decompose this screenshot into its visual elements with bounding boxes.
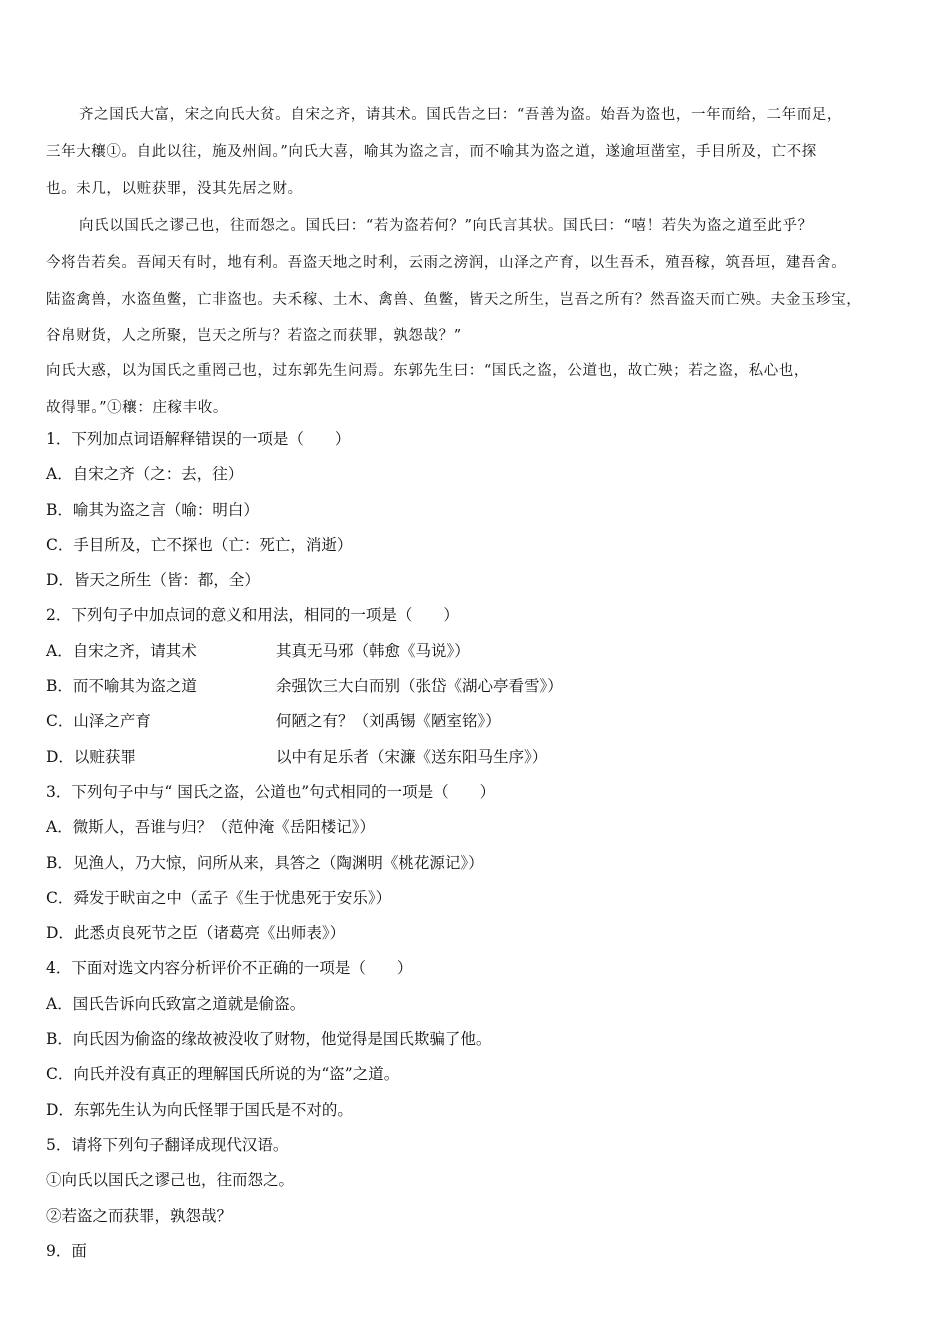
question-5-stem: 5．请将下列句子翻译成现代汉语。 xyxy=(46,1135,289,1154)
question-1-stem: 1．下列加点词语解释错误的一项是（ ） xyxy=(46,430,351,448)
question-4-stem: 4．下面对选文内容分析评价不正确的一项是（ ） xyxy=(46,959,413,978)
passage-line: 也。未几，以赃获罪，没其先居之财。 xyxy=(46,181,303,197)
question-3-option-c: C．舜发于畎亩之中（孟子《生于忧患死于安乐》） xyxy=(46,888,392,907)
questions-section xyxy=(46,422,916,1269)
question-1-option-c: C．手目所及，亡不探也（亡：死亡，消逝） xyxy=(46,535,353,554)
option-right: 余强饮三大白而别（张岱《湖心亭看雪》） xyxy=(276,677,563,696)
question-2-option-b xyxy=(46,669,916,704)
passage-line: 陆盗禽兽，水盗鱼鳖，亡非盗也。夫禾稼、土木、禽兽、鱼鳖，皆天之所生，岂吾之所有？然吾盗天而亡殃。夫金玉珍宝， xyxy=(46,292,862,308)
question-2-stem: 2．下列句子中加点词的意义和用法，相同的一项是（ ） xyxy=(46,606,459,625)
passage-line: 向氏大惑，以为国氏之重罔己也，过东郭先生问焉。东郭先生曰：“国氏之盗，公道也，故亡殃；若之盗，私心也， xyxy=(46,363,810,379)
passage-line: 向氏以国氏之谬己也，往而怨之。国氏曰：“若为盗若何？”向氏言其状。国氏曰：“嘻！若失为盗之道至此乎？ xyxy=(79,218,813,234)
passage-line: 谷帛财货，人之所聚，岂天之所与？若盗之而获罪，孰怨哉？” xyxy=(46,328,462,344)
passage-line: 今将告若矣。吾闻天有时，地有利。吾盗天地之时利，云雨之滂润，山泽之产育，以生吾禾，殖吾稼，筑吾垣，建吾舍。 xyxy=(46,255,847,271)
question-1-option-b: B．喻其为盗之言（喻：明白） xyxy=(46,500,259,519)
option-right: 何陋之有？（刘禹锡《陋室铭》） xyxy=(276,712,501,731)
classical-passage xyxy=(46,97,916,427)
question-4-option-c: C．向氏并没有真正的理解国氏所说的为“盗”之道。 xyxy=(46,1065,400,1084)
question-1-option-a: A．自宋之齐（之：去，往） xyxy=(46,465,244,484)
question-9-fragment: 9．面 xyxy=(46,1241,87,1260)
question-3-option-d: D．此悉贞良死节之臣（诸葛亮《出师表》） xyxy=(46,924,346,943)
option-left: B．而不喻其为盗之道 xyxy=(46,677,197,696)
question-3-option-a: A．微斯人，吾谁与归？（范仲淹《岳阳楼记》） xyxy=(46,818,375,837)
question-2-option-a xyxy=(46,634,916,669)
option-left: A．自宋之齐，请其术 xyxy=(46,641,197,660)
option-right: 以中有足乐者（宋濂《送东阳马生序》） xyxy=(276,747,548,766)
question-4-option-d: D．东郭先生认为向氏怪罪于国氏是不对的。 xyxy=(46,1100,353,1119)
option-left: D．以赃获罪 xyxy=(46,747,136,766)
question-4-option-a: A．国氏告诉向氏致富之道就是偷盗。 xyxy=(46,994,306,1013)
passage-line: 故得罪。”①穰：庄稼丰收。 xyxy=(46,400,228,416)
question-5-item-2: ②若盗之而获罪，孰怨哉？ xyxy=(46,1206,233,1225)
question-4-option-b: B．向氏因为偷盗的缘故被没收了财物，他觉得是国氏欺骗了他。 xyxy=(46,1030,492,1049)
question-5-item-1: ①向氏以国氏之谬己也，往而怨之。 xyxy=(46,1171,295,1190)
question-3-option-b: B．见渔人，乃大惊，问所从来，具答之（陶渊明《桃花源记》） xyxy=(46,853,484,872)
question-2-option-d xyxy=(46,740,916,775)
option-right: 其真无马邪（韩愈《马说》） xyxy=(276,641,470,660)
passage-line: 三年大穰①。自此以往，施及州闾。”向氏大喜，喻其为盗之言，而不喻其为盗之道，遂逾垣凿室，手目所及，亡不探 xyxy=(46,144,817,160)
passage-line: 齐之国氏大富，宋之向氏大贫。自宋之齐，请其术。国氏告之曰：“吾善为盗。始吾为盗也，一年而给，二年而足， xyxy=(79,107,843,123)
question-1-option-d: D．皆天之所生（皆：都，全） xyxy=(46,571,260,590)
option-left: C．山泽之产育 xyxy=(46,712,151,731)
question-2-option-c xyxy=(46,704,916,739)
question-3-stem: 3．下列句子中与“ 国氏之盗，公道也”句式相同的一项是（ ） xyxy=(46,782,496,801)
